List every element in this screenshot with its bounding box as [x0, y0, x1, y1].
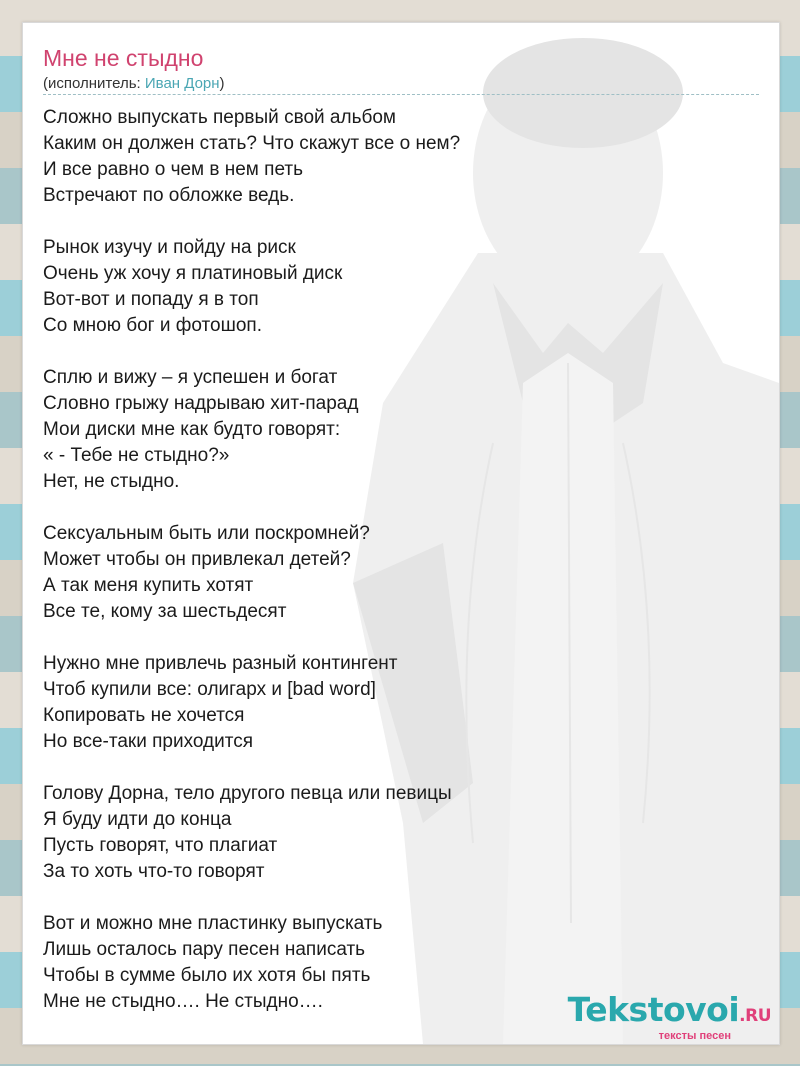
stanza	[43, 781, 759, 885]
lyric-line: А так меня купить хотят	[43, 575, 254, 596]
artist-prefix: (исполнитель:	[43, 75, 145, 92]
logo-domain-suffix: .RU	[739, 1006, 771, 1026]
lyric-line: Вот и можно мне пластинку выпускать	[43, 913, 383, 934]
lyric-line: Словно грыжу надрываю хит-парад	[43, 393, 359, 414]
lyric-line: Очень уж хочу я платиновый диск	[43, 263, 343, 284]
lyric-line: « - Тебе не стыдно?»	[43, 445, 230, 466]
lyric-line: Вот-вот и попаду я в топ	[43, 289, 259, 310]
lyrics-text	[43, 105, 759, 1041]
lyric-line: Рынок изучу и пойду на риск	[43, 237, 296, 258]
stanza	[43, 651, 759, 755]
lyric-line: Со мною бог и фотошоп.	[43, 315, 262, 336]
song-subtitle	[43, 74, 759, 94]
header-divider	[43, 94, 759, 95]
lyric-line: Может чтобы он привлекал детей?	[43, 549, 351, 570]
lyric-line: Чтоб купили все: олигарх и [bad word]	[43, 679, 376, 700]
artist-link[interactable]: Иван Дорн	[144, 75, 220, 92]
lyric-line: Нет, не стыдно.	[43, 471, 180, 492]
lyric-line: Мои диски мне как будто говорят:	[43, 419, 341, 440]
lyric-line: Встречают по обложке ведь.	[43, 185, 295, 206]
lyric-line: Лишь осталось пару песен написать	[43, 939, 366, 960]
lyric-line: Чтобы в сумме было их хотя бы пять	[43, 965, 371, 986]
stanza	[43, 105, 759, 209]
lyric-line: И все равно о чем в нем петь	[43, 159, 303, 180]
lyric-line: Сплю и вижу – я успешен и богат	[43, 367, 338, 388]
site-logo[interactable]	[568, 992, 771, 1042]
lyric-line: Каким он должен стать? Что скажут все о нем?	[43, 133, 461, 154]
lyric-line: Голову Дорна, тело другого певца или певицы	[43, 783, 452, 804]
lyric-line: Сексуальным быть или поскромней?	[43, 523, 370, 544]
lyric-line: Я буду идти до конца	[43, 809, 232, 830]
lyric-line: Нужно мне привлечь разный контингент	[43, 653, 398, 674]
lyric-line: Копировать не хочется	[43, 705, 245, 726]
lyric-line: Сложно выпускать первый свой альбом	[43, 107, 396, 128]
lyric-line: Но все-таки приходится	[43, 731, 253, 752]
logo-wordmark: Tekstovoi	[567, 990, 740, 1029]
stanza	[43, 365, 759, 495]
song-title: Мне не стыдно	[43, 45, 204, 71]
logo-tagline: тексты песен	[658, 1030, 731, 1042]
lyric-line: Все те, кому за шестьдесят	[43, 601, 287, 622]
lyric-line: Мне не стыдно…. Не стыдно….	[43, 991, 323, 1012]
stanza	[43, 521, 759, 625]
artist-suffix: )	[219, 75, 225, 92]
song-header	[43, 43, 759, 94]
lyric-line: Пусть говорят, что плагиат	[43, 835, 278, 856]
stanza	[43, 235, 759, 339]
lyric-line: За то хоть что-то говорят	[43, 861, 265, 882]
lyrics-card	[22, 22, 780, 1045]
